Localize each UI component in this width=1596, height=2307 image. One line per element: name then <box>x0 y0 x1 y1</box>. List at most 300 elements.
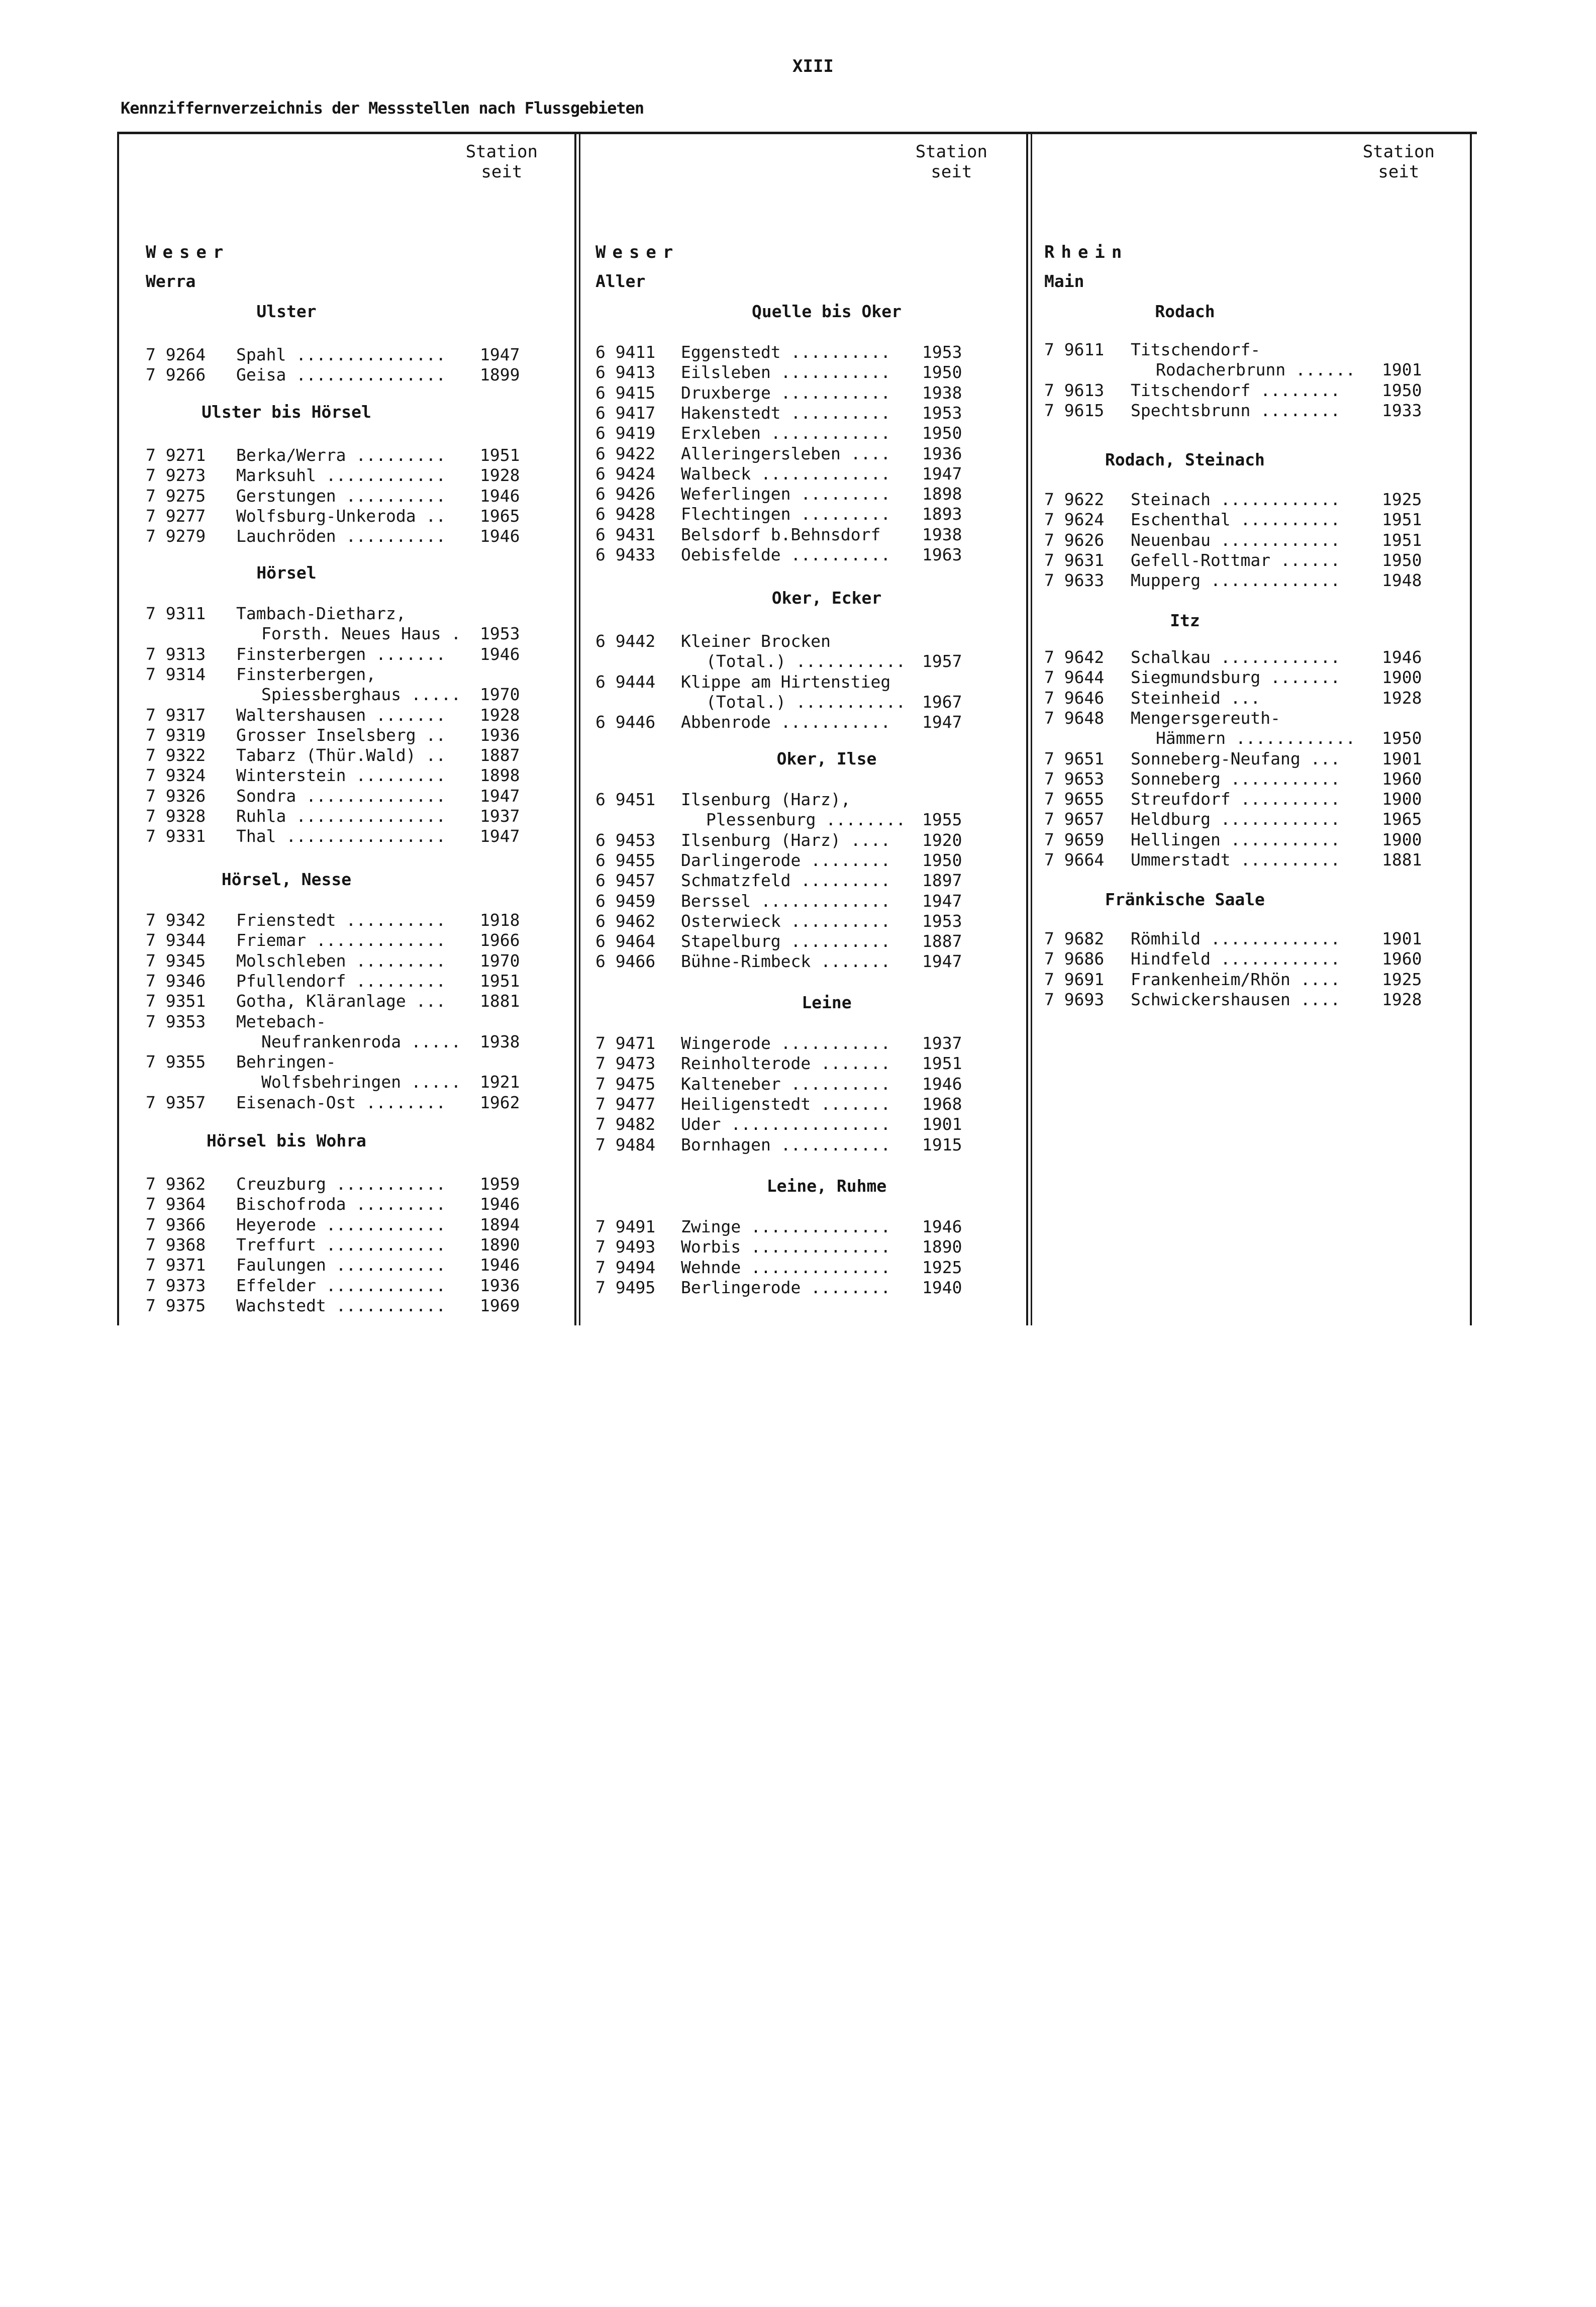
station-year: 1936 <box>480 725 520 745</box>
station-name: Lauchröden .......... <box>236 526 446 546</box>
station-column-3 <box>1044 132 1441 1328</box>
table-row <box>1044 530 1441 550</box>
table-row <box>146 1174 548 1194</box>
table-row <box>146 1194 548 1214</box>
station-name: Weferlingen ......... <box>681 484 891 504</box>
station-code: 7 9264 <box>146 345 206 364</box>
table-row <box>146 465 548 485</box>
station-name: Waltershausen ....... <box>236 705 446 725</box>
table-row <box>146 1255 548 1275</box>
station-name: Frankenheim/Rhön .... <box>1131 969 1341 989</box>
station-name: Walbeck ............. <box>681 463 891 484</box>
station-name: Tambach-Dietharz, <box>236 604 406 623</box>
table-row <box>595 712 992 732</box>
station-name: Alleringersleben .... <box>681 443 891 463</box>
station-name: Siegmundsburg ....... <box>1131 667 1341 688</box>
table-row <box>595 403 992 423</box>
station-name: Wachstedt ........... <box>236 1295 446 1315</box>
station-year: 1951 <box>1382 530 1422 550</box>
station-year: 1950 <box>1382 550 1422 570</box>
table-row <box>1044 948 1441 969</box>
station-code: 7 9644 <box>1044 667 1105 688</box>
station-year: 1955 <box>922 810 962 830</box>
table-row <box>146 664 548 705</box>
table-row <box>146 1295 548 1315</box>
station-name: Eschenthal .......... <box>1131 510 1341 530</box>
table-row <box>1044 708 1441 748</box>
station-year: 1881 <box>480 991 520 1011</box>
station-year: 1959 <box>480 1174 520 1194</box>
table-row <box>146 526 548 546</box>
station-year: 1928 <box>480 465 520 486</box>
station-name: Schwickershausen .... <box>1131 989 1341 1009</box>
group-title: Itz <box>1170 611 1200 630</box>
table-row <box>146 506 548 526</box>
station-year: 1890 <box>922 1237 962 1257</box>
table-row <box>1044 989 1441 1009</box>
station-code: 6 9413 <box>595 362 656 382</box>
station-name: Molschleben ......... <box>236 950 446 971</box>
table-row <box>595 1074 992 1094</box>
table-row <box>146 364 548 384</box>
table-row <box>1044 688 1441 708</box>
station-name: Hellingen ........... <box>1131 829 1341 849</box>
station-name: Marksuhl ............ <box>236 465 446 486</box>
station-code: 7 9494 <box>595 1257 656 1277</box>
station-name: Schalkau ............ <box>1131 647 1341 667</box>
station-year: 1900 <box>1382 789 1422 809</box>
station-year: 1946 <box>1382 647 1422 667</box>
station-year: 1957 <box>922 651 962 671</box>
station-code: 7 9319 <box>146 725 206 745</box>
table-row <box>595 1216 992 1236</box>
station-year: 1947 <box>480 826 520 846</box>
station-year: 1946 <box>922 1217 962 1236</box>
table-row <box>595 1257 992 1277</box>
table-row <box>146 745 548 765</box>
table-row <box>595 1114 992 1134</box>
table-row <box>595 911 992 931</box>
station-year: 1947 <box>922 951 962 972</box>
station-name-continued: Forsth. Neues Haus . <box>261 624 461 644</box>
table-row <box>595 1277 992 1297</box>
station-year: 1938 <box>480 1031 520 1051</box>
station-year: 1968 <box>922 1094 962 1114</box>
station-name: Titschendorf ........ <box>1131 380 1341 400</box>
station-name: Darlingerode ........ <box>681 850 891 870</box>
station-name-continued: Plessenburg ........ <box>706 810 906 830</box>
table-row <box>146 445 548 465</box>
station-code: 7 9346 <box>146 971 206 991</box>
table-row <box>595 1134 992 1155</box>
station-code: 7 9266 <box>146 365 206 385</box>
station-name: Bischofroda ......... <box>236 1194 446 1214</box>
station-code: 7 9314 <box>146 664 206 684</box>
station-code: 7 9328 <box>146 806 206 826</box>
station-code: 6 9444 <box>595 671 656 692</box>
station-year: 1947 <box>480 786 520 806</box>
table-row <box>595 362 992 382</box>
table-row <box>1044 339 1441 380</box>
station-year: 1970 <box>480 685 520 705</box>
river-heading: Weser <box>595 242 680 262</box>
station-year: 1936 <box>480 1275 520 1295</box>
station-name: Eggenstedt .......... <box>681 342 891 362</box>
station-name: Wehnde .............. <box>681 1257 891 1277</box>
table-row <box>1044 380 1441 400</box>
station-year: 1887 <box>922 931 962 951</box>
station-name: Abbenrode ........... <box>681 712 891 732</box>
table-row <box>1044 849 1441 870</box>
station-name: Hakenstedt .......... <box>681 403 891 423</box>
station-name: Friemar ............. <box>236 930 446 950</box>
station-year: 1951 <box>922 1053 962 1074</box>
table-row <box>146 725 548 745</box>
station-name: Reinholterode ....... <box>681 1053 891 1074</box>
station-code: 7 9371 <box>146 1255 206 1275</box>
station-name: Stapelburg .......... <box>681 931 891 951</box>
station-code: 7 9275 <box>146 486 206 506</box>
station-year: 1898 <box>480 765 520 786</box>
station-name-continued: Neufrankenroda ..... <box>261 1031 461 1051</box>
station-code: 6 9419 <box>595 423 656 443</box>
station-name: Zwinge .............. <box>681 1217 891 1236</box>
station-code: 7 9368 <box>146 1234 206 1255</box>
station-name: Sonneberg ........... <box>1131 768 1341 789</box>
station-year: 1960 <box>1382 768 1422 789</box>
station-year: 1925 <box>922 1257 962 1277</box>
group-title: Leine, Ruhme <box>766 1176 887 1196</box>
station-name: Geisa ............... <box>236 365 446 385</box>
table-row <box>146 1275 548 1295</box>
station-year: 1970 <box>480 950 520 971</box>
station-code: 7 9655 <box>1044 789 1105 809</box>
group-title: Leine <box>802 993 852 1012</box>
station-year: 1901 <box>1382 748 1422 768</box>
station-name: Neuenbau ............ <box>1131 530 1341 550</box>
table-row <box>595 1033 992 1053</box>
column-header-station: Station <box>1362 142 1435 162</box>
station-code: 6 9453 <box>595 830 656 850</box>
station-code: 7 9693 <box>1044 989 1105 1009</box>
station-name: Finsterbergen ....... <box>236 644 446 664</box>
station-name-continued: (Total.) ........... <box>706 651 906 671</box>
station-year: 1953 <box>922 403 962 423</box>
table-row <box>146 486 548 506</box>
station-name: Oebisfelde .......... <box>681 545 891 564</box>
station-year: 1940 <box>922 1277 962 1297</box>
station-year: 1894 <box>480 1214 520 1234</box>
station-code: 7 9317 <box>146 705 206 725</box>
table-row <box>146 910 548 930</box>
station-code: 7 9311 <box>146 604 206 623</box>
station-code: 7 9375 <box>146 1295 206 1315</box>
group-title: Hörsel bis Wohra <box>207 1131 366 1150</box>
station-year: 1938 <box>922 382 962 403</box>
station-name: Ruhla ............... <box>236 806 446 826</box>
table-row <box>595 463 992 484</box>
column-header-seit: seit <box>481 162 523 182</box>
station-name: Wingerode ........... <box>681 1033 891 1053</box>
station-code: 7 9357 <box>146 1092 206 1112</box>
station-code: 7 9277 <box>146 506 206 526</box>
station-name: Finsterbergen, <box>236 664 376 684</box>
group-title: Quelle bis Oker <box>751 302 902 321</box>
station-name: Sondra .............. <box>236 786 446 806</box>
station-name-continued: Hämmern ............ <box>1156 728 1356 748</box>
station-year: 1950 <box>922 850 962 870</box>
station-name: Schmatzfeld ......... <box>681 871 891 891</box>
station-code: 7 9342 <box>146 910 206 930</box>
station-code: 7 9344 <box>146 930 206 950</box>
station-name: Kalteneber .......... <box>681 1074 891 1094</box>
table-right-border <box>1470 132 1472 1325</box>
station-year: 1946 <box>480 1255 520 1275</box>
column-header <box>916 142 987 182</box>
station-name: Wolfsburg-Unkeroda .. <box>236 506 446 526</box>
station-code: 7 9491 <box>595 1217 656 1236</box>
table-row <box>595 1053 992 1073</box>
station-code: 7 9362 <box>146 1174 206 1194</box>
station-year: 1890 <box>480 1234 520 1255</box>
station-code: 6 9424 <box>595 463 656 484</box>
station-code: 6 9466 <box>595 951 656 972</box>
station-code: 7 9322 <box>146 745 206 765</box>
station-name: Gerstungen .......... <box>236 486 446 506</box>
station-year: 1946 <box>480 486 520 506</box>
table-row <box>1044 509 1441 529</box>
station-code: 7 9646 <box>1044 688 1105 708</box>
station-year: 1901 <box>922 1114 962 1134</box>
group-title: Ulster <box>256 302 317 321</box>
station-year: 1946 <box>480 526 520 546</box>
station-year: 1946 <box>480 1194 520 1214</box>
station-code: 7 9475 <box>595 1074 656 1094</box>
table-row <box>1044 809 1441 829</box>
station-name: Erxleben ............ <box>681 423 891 443</box>
station-name: Berssel ............. <box>681 891 891 911</box>
station-name: Streufdorf .......... <box>1131 789 1341 809</box>
column-divider-2b <box>1031 132 1032 1325</box>
station-code: 7 9624 <box>1044 510 1105 530</box>
station-name: Druxberge ........... <box>681 382 891 403</box>
station-year: 1947 <box>922 463 962 484</box>
station-name: Berlingerode ........ <box>681 1277 891 1297</box>
table-row <box>146 344 548 364</box>
table-row <box>595 423 992 443</box>
table-row <box>146 765 548 785</box>
station-code: 6 9411 <box>595 342 656 362</box>
table-row <box>595 1236 992 1257</box>
table-left-border <box>117 132 119 1325</box>
station-code: 7 9657 <box>1044 809 1105 829</box>
table-row <box>1044 829 1441 849</box>
table-row <box>146 1214 548 1234</box>
station-year: 1937 <box>922 1033 962 1053</box>
station-code: 7 9651 <box>1044 748 1105 768</box>
table-row <box>146 806 548 826</box>
column-header-seit: seit <box>931 162 972 182</box>
station-code: 7 9324 <box>146 765 206 786</box>
station-name-continued: Spiessberghaus ..... <box>261 685 461 705</box>
station-year: 1965 <box>480 506 520 526</box>
station-year: 1920 <box>922 830 962 850</box>
table-row <box>1044 768 1441 789</box>
station-code: 6 9426 <box>595 484 656 504</box>
table-row <box>1044 489 1441 509</box>
river-heading: Weser <box>146 242 230 262</box>
table-row <box>1044 928 1441 948</box>
station-code: 7 9477 <box>595 1094 656 1114</box>
station-code: 7 9313 <box>146 644 206 664</box>
station-name: Römhild ............. <box>1131 929 1341 948</box>
station-year: 1900 <box>1382 667 1422 688</box>
station-year: 1900 <box>1382 829 1422 849</box>
river-heading: Rhein <box>1044 242 1129 262</box>
station-name: Mengersgereuth- <box>1131 708 1281 728</box>
column-header-station: Station <box>915 142 987 162</box>
station-name: Thal ................ <box>236 826 446 846</box>
station-year: 1969 <box>480 1295 520 1315</box>
table-row <box>1044 969 1441 989</box>
station-year: 1950 <box>922 362 962 382</box>
table-row <box>595 951 992 971</box>
station-name: Titschendorf- <box>1131 340 1261 359</box>
table-row <box>146 950 548 971</box>
column-divider-1 <box>574 132 576 1325</box>
station-year: 1937 <box>480 806 520 826</box>
station-code: 7 9482 <box>595 1114 656 1134</box>
station-year: 1928 <box>1382 688 1422 708</box>
station-code: 7 9631 <box>1044 550 1105 570</box>
table-row <box>1044 789 1441 809</box>
table-row <box>1044 400 1441 420</box>
station-code: 7 9682 <box>1044 929 1105 948</box>
station-name: Bühne-Rimbeck ....... <box>681 951 891 972</box>
table-row <box>595 891 992 911</box>
station-year: 1947 <box>922 712 962 732</box>
column-header <box>1363 142 1435 182</box>
station-year: 1928 <box>1382 989 1422 1009</box>
station-code: 7 9648 <box>1044 708 1105 728</box>
table-row <box>146 930 548 950</box>
station-year: 1898 <box>922 484 962 504</box>
station-name: Frienstedt .......... <box>236 910 446 930</box>
station-code: 7 9279 <box>146 526 206 546</box>
group-title: Oker, Ilse <box>776 749 877 768</box>
station-name: Hindfeld ............ <box>1131 949 1341 969</box>
station-year: 1947 <box>480 345 520 364</box>
table-row <box>146 644 548 664</box>
station-name: Steinheid ... <box>1131 688 1261 708</box>
subriver-heading: Werra <box>146 271 196 291</box>
column-header-seit: seit <box>1378 162 1420 182</box>
column-header <box>466 142 538 182</box>
group-title: Ulster bis Hörsel <box>202 402 371 422</box>
station-year: 1948 <box>1382 570 1422 591</box>
station-code: 7 9611 <box>1044 340 1105 359</box>
station-code: 6 9459 <box>595 891 656 911</box>
station-name: Gotha, Kläranlage ... <box>236 991 446 1011</box>
station-code: 7 9326 <box>146 786 206 806</box>
table-row <box>595 789 992 830</box>
station-year: 1897 <box>922 871 962 891</box>
station-code: 7 9473 <box>595 1053 656 1074</box>
station-year: 1966 <box>480 930 520 950</box>
station-year: 1950 <box>1382 728 1422 748</box>
table-row <box>595 850 992 870</box>
station-year: 1946 <box>922 1074 962 1094</box>
page-title: Kennziffernverzeichnis der Messstellen nach Flussgebieten <box>121 99 644 118</box>
station-name: Gefell-Rottmar ...... <box>1131 550 1341 570</box>
station-code: 7 9659 <box>1044 829 1105 849</box>
station-code: 7 9353 <box>146 1011 206 1031</box>
station-code: 7 9615 <box>1044 400 1105 420</box>
station-code: 7 9626 <box>1044 530 1105 550</box>
station-name: Klippe am Hirtenstieg <box>681 671 891 692</box>
station-year: 1963 <box>922 545 962 564</box>
group-title: Hörsel, Nesse <box>221 870 352 889</box>
station-year: 1901 <box>1382 929 1422 948</box>
station-name: Worbis .............. <box>681 1237 891 1257</box>
station-year: 1901 <box>1382 360 1422 380</box>
station-year: 1967 <box>922 692 962 712</box>
table-row <box>146 971 548 991</box>
table-row <box>595 870 992 890</box>
table-row <box>146 705 548 725</box>
station-year: 1951 <box>480 445 520 465</box>
station-year: 1950 <box>1382 380 1422 400</box>
table-row <box>595 484 992 504</box>
station-year: 1893 <box>922 504 962 524</box>
station-code: 6 9442 <box>595 631 656 651</box>
station-year: 1887 <box>480 745 520 765</box>
station-name: Tabarz (Thür.Wald) .. <box>236 745 446 765</box>
station-name: Grosser Inselsberg .. <box>236 725 446 745</box>
station-code: 6 9417 <box>595 403 656 423</box>
table-row <box>146 786 548 806</box>
station-code: 7 9366 <box>146 1214 206 1234</box>
station-year: 1953 <box>480 624 520 644</box>
station-code: 7 9345 <box>146 950 206 971</box>
station-code: 7 9273 <box>146 465 206 486</box>
station-name: Metebach- <box>236 1011 326 1031</box>
group-title: Hörsel <box>256 563 317 583</box>
group-title: Rodach <box>1155 302 1215 321</box>
station-code: 7 9364 <box>146 1194 206 1214</box>
station-year: 1953 <box>922 342 962 362</box>
table-row <box>595 931 992 951</box>
station-year: 1951 <box>1382 510 1422 530</box>
station-name: Pfullendorf ......... <box>236 971 446 991</box>
station-name-continued: Wolfsbehringen ..... <box>261 1072 461 1092</box>
station-code: 6 9415 <box>595 382 656 403</box>
station-year: 1953 <box>922 911 962 931</box>
station-code: 7 9622 <box>1044 490 1105 509</box>
table-row <box>595 544 992 564</box>
station-code: 7 9495 <box>595 1277 656 1297</box>
column-divider-2 <box>1026 132 1028 1325</box>
station-code: 7 9471 <box>595 1033 656 1053</box>
station-name: Treffurt ............ <box>236 1234 446 1255</box>
table-row <box>146 991 548 1011</box>
subriver-heading: Aller <box>595 271 646 291</box>
station-code: 6 9428 <box>595 504 656 524</box>
station-name: Uder ................ <box>681 1114 891 1134</box>
table-row <box>595 504 992 524</box>
station-name: Belsdorf b.Behnsdorf <box>681 524 881 544</box>
station-code: 6 9431 <box>595 524 656 544</box>
